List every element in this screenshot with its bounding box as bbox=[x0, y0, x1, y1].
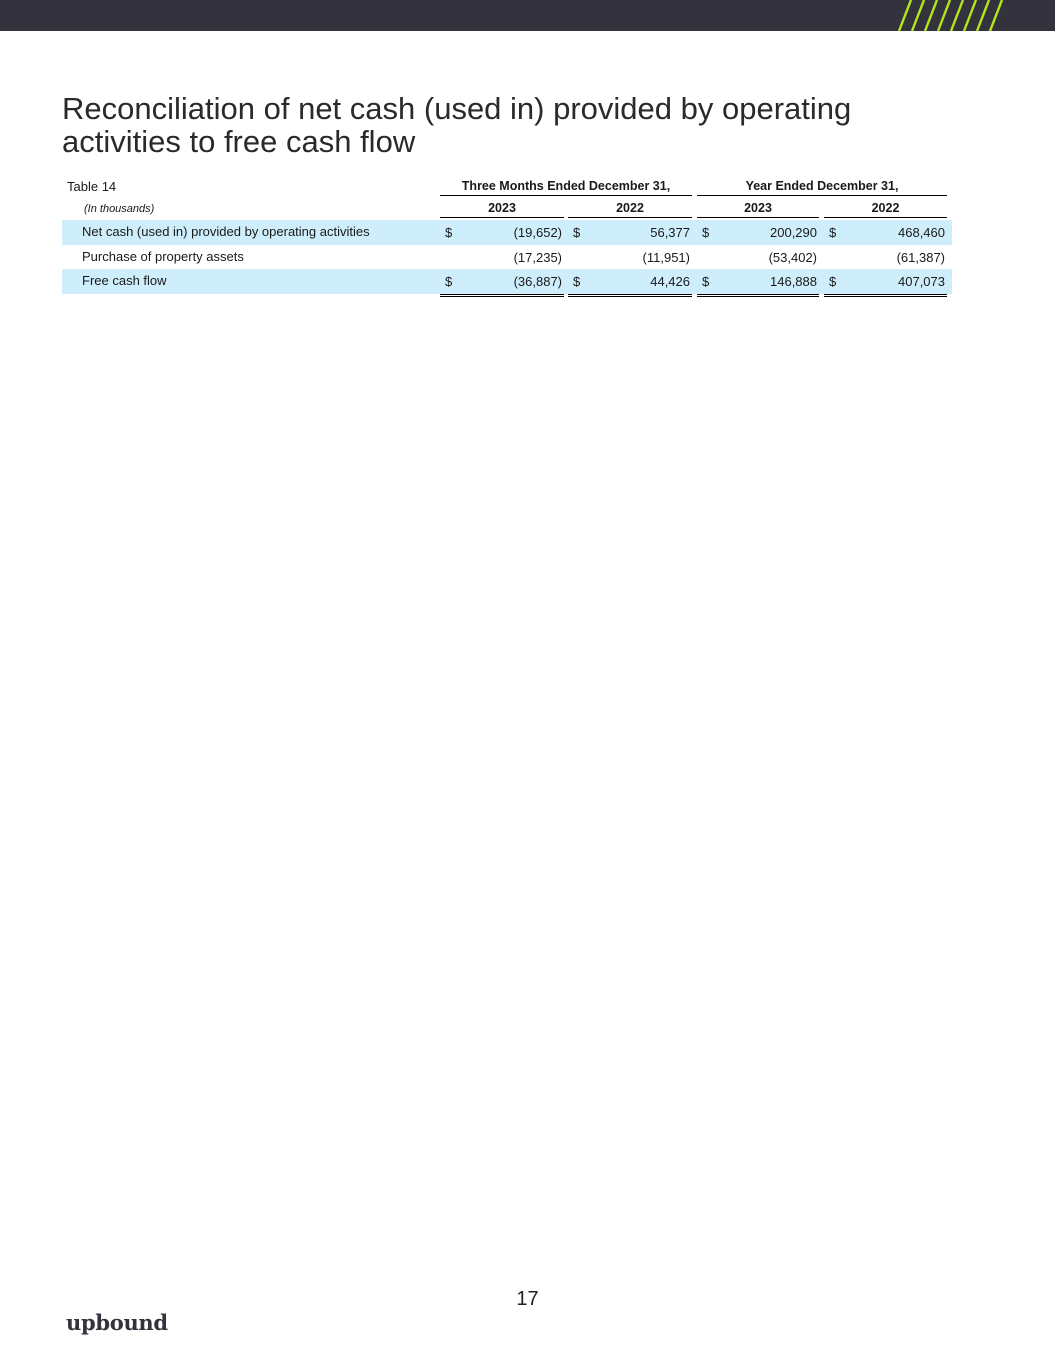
currency-symbol: $ bbox=[573, 274, 581, 289]
page-title: Reconciliation of net cash (used in) provided by operating activities to free cash flow bbox=[62, 91, 852, 159]
currency-symbol: $ bbox=[573, 225, 581, 240]
table-cell bbox=[697, 269, 819, 297]
table-cell bbox=[697, 245, 819, 271]
cell-value: 146,888 bbox=[770, 274, 817, 289]
year-header: 2022 bbox=[824, 201, 947, 218]
cell-value: 468,460 bbox=[898, 225, 945, 240]
stripes-decoration-icon bbox=[895, 0, 1007, 31]
cell-value: (36,887) bbox=[513, 274, 562, 289]
cash-flow-table bbox=[62, 176, 952, 294]
units-note: (In thousands) bbox=[84, 203, 155, 215]
year-header: 2023 bbox=[697, 201, 819, 218]
cell-value: 200,290 bbox=[770, 225, 817, 240]
year-header: 2022 bbox=[568, 201, 692, 218]
brand-logo: upbound bbox=[66, 1310, 168, 1335]
cell-value: (17,235) bbox=[513, 249, 562, 265]
currency-symbol: $ bbox=[445, 274, 453, 289]
table-row bbox=[62, 269, 952, 294]
year-header: 2023 bbox=[440, 201, 564, 218]
table-cell bbox=[824, 245, 947, 271]
row-label: Net cash (used in) provided by operating activities bbox=[82, 224, 370, 239]
currency-symbol: $ bbox=[702, 274, 710, 289]
table-cell bbox=[568, 220, 692, 245]
table-cell bbox=[440, 245, 564, 271]
table-cell bbox=[697, 220, 819, 245]
row-label: Purchase of property assets bbox=[82, 248, 244, 264]
currency-symbol: $ bbox=[829, 225, 837, 240]
cell-value: (19,652) bbox=[513, 225, 562, 240]
cell-value: 407,073 bbox=[898, 274, 945, 289]
period-header-year: Year Ended December 31, bbox=[697, 179, 947, 196]
table-header bbox=[62, 176, 952, 220]
currency-symbol: $ bbox=[829, 274, 837, 289]
table-cell bbox=[824, 269, 947, 297]
cell-value: (53,402) bbox=[768, 249, 817, 265]
row-label: Free cash flow bbox=[82, 273, 167, 288]
table-cell bbox=[568, 269, 692, 297]
table-row bbox=[62, 220, 952, 245]
currency-symbol: $ bbox=[702, 225, 710, 240]
currency-symbol: $ bbox=[445, 225, 453, 240]
cell-value: (11,951) bbox=[642, 249, 690, 265]
table-row bbox=[62, 245, 952, 270]
period-header-three-months: Three Months Ended December 31, bbox=[440, 179, 692, 196]
table-label: Table 14 bbox=[67, 179, 117, 194]
header-bar bbox=[0, 0, 1055, 31]
table-cell bbox=[440, 269, 564, 297]
table-cell bbox=[568, 245, 692, 271]
cell-value: 56,377 bbox=[650, 225, 690, 240]
cell-value: 44,426 bbox=[650, 274, 690, 289]
cell-value: (61,387) bbox=[896, 249, 945, 265]
table-cell bbox=[824, 220, 947, 245]
table-cell bbox=[440, 220, 564, 245]
page-number: 17 bbox=[516, 1288, 539, 1310]
